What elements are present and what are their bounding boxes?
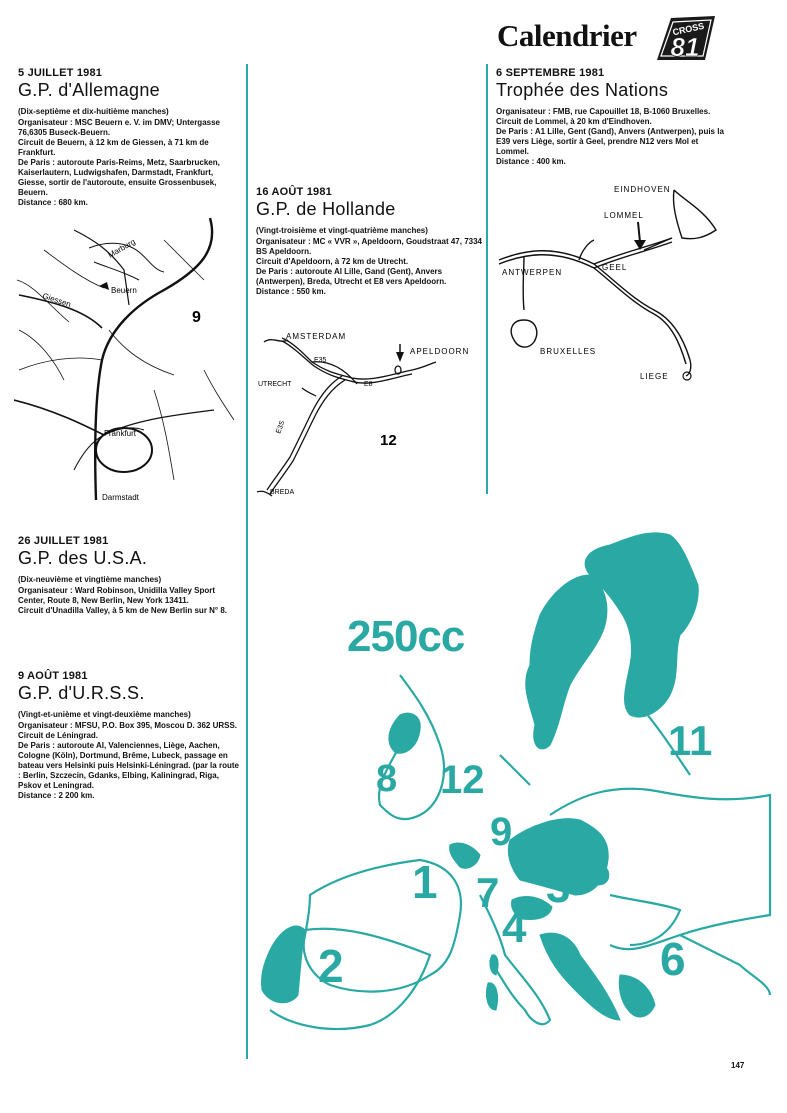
round-number-4: 4 <box>502 903 527 952</box>
round-number-8: 8 <box>376 758 398 800</box>
round-number-6: 6 <box>660 933 686 985</box>
event-subtitle: (Dix-septième et dix-huitième manches) <box>18 107 169 116</box>
event-line: De Paris : autoroute AI, Valenciennes, Liège, Aachen, Cologne (Köln), Dortmund, Brême, Lubeck, passage en bateau vers Helsinki puis Helsinki-Léningrad. (par la route : Berlin, Szczecin, Gdanks, Elbing, Kaliningrad, Riga, Pskov et Leningrad. <box>18 741 239 790</box>
label-e35: E35 <box>314 357 327 364</box>
event-line: Organisateur : Ward Robinson, Unidilla Valley Sport Center, Route 8, New Berlin, New York 13411. <box>18 586 216 605</box>
europe-map <box>250 515 785 1040</box>
event-hollande <box>256 186 482 297</box>
label-utrecht: UTRECHT <box>258 381 292 388</box>
event-line: De Paris : autoroute Paris-Reims, Metz, Saarbrucken, Kaiserlautern, Ludwigshafen, Darmstadt, Frankfurt, Giesse, sortir de l'autoroute, ensuite Grossenbusek, Beuern. <box>18 158 220 197</box>
round-number-3: 3 <box>546 863 571 912</box>
event-line: Circuit d'Unadilla Valley, à 5 km de New Berlin sur N° 8. <box>18 606 228 615</box>
logo-cross-text: CROSS <box>671 20 706 38</box>
label-marburg: Marburg <box>106 237 137 260</box>
event-usa <box>18 535 240 616</box>
event-line: Distance : 680 km. <box>18 198 88 207</box>
round-number-12: 12 <box>440 758 485 802</box>
event-subtitle: (Vingt-troisième et vingt-quatrième manches) <box>256 226 428 235</box>
logo-81-text: 81 <box>670 32 700 62</box>
label-antwerpen: ANTWERPEN <box>502 268 563 277</box>
label-amsterdam: AMSTERDAM <box>286 332 347 341</box>
event-date: 5 JUILLET 1981 <box>18 67 103 79</box>
label-darmstadt: Darmstadt <box>102 493 139 502</box>
event-date: 6 SEPTEMBRE 1981 <box>496 67 605 79</box>
event-line: De Paris : autoroute AI Lille, Gand (Gent), Anvers (Antwerpen), Breda, Utrecht et E8 vers Apeldoorn. <box>256 267 447 286</box>
event-title: G.P. des U.S.A. <box>18 548 148 568</box>
page-title: Calendrier <box>497 18 637 53</box>
event-date: 9 AOÛT 1981 <box>18 670 88 682</box>
round-number-7: 7 <box>476 869 500 916</box>
round-number-5: 5 <box>586 846 611 895</box>
page-header <box>497 14 782 62</box>
map-allemagne <box>14 210 244 510</box>
event-date: 26 JUILLET 1981 <box>18 535 109 547</box>
map-number-12: 12 <box>380 432 397 449</box>
label-eindhoven: EINDHOVEN <box>614 185 671 194</box>
round-number-2: 2 <box>318 940 344 992</box>
event-title: G.P. de Hollande <box>256 199 396 219</box>
label-e8: E8 <box>364 381 373 388</box>
event-title: G.P. d'U.R.S.S. <box>18 683 145 703</box>
map-number-9: 9 <box>192 309 201 326</box>
event-allemagne <box>18 67 240 208</box>
cross-81-logo <box>649 14 719 64</box>
label-bruxelles: BRUXELLES <box>540 347 597 356</box>
event-line: Distance : 400 km. <box>496 157 566 166</box>
event-line: De Paris : A1 Lille, Gent (Gand), Anvers (Antwerpen), puis la E39 vers Liège, sortir à Geel, prendre N12 vers Mol et Lommel. <box>496 127 724 156</box>
round-number-11: 11 <box>668 717 713 764</box>
event-title: G.P. d'Allemagne <box>18 80 160 100</box>
event-line: Organisateur : MC « VVR », Apeldoorn, Goudstraat 47, 7334 BS Apeldoorn. <box>256 237 482 256</box>
event-urss <box>18 670 240 801</box>
event-line: Distance : 550 km. <box>256 287 326 296</box>
page-number: 147 <box>731 1061 745 1070</box>
label-giessen: Giessen <box>41 291 73 309</box>
event-line: Circuit de Léningrad. <box>18 731 99 740</box>
label-frankfurt: Frankfurt <box>104 429 137 438</box>
event-line: Organisateur : MSC Beuern e. V. im DMV; Untergasse 76,6305 Buseck-Beuern. <box>18 118 220 137</box>
event-line: Circuit d'Apeldoorn, à 72 km de Utrecht. <box>256 257 409 266</box>
label-e3s: E3S <box>275 419 287 435</box>
label-liege: LIEGE <box>640 372 669 381</box>
event-line: Organisateur : MFSU, P.O. Box 395, Moscou D. 362 URSS. <box>18 721 238 730</box>
label-apeldoorn: APELDOORN <box>410 347 470 356</box>
label-lommel: LOMMEL <box>604 211 644 220</box>
round-number-9: 9 <box>490 810 513 854</box>
label-beuern: Beuern <box>111 286 137 295</box>
event-title: Trophée des Nations <box>496 80 669 100</box>
column-rule-left <box>246 64 248 1059</box>
round-number-1: 1 <box>412 856 438 908</box>
map-hollande <box>252 322 482 512</box>
map-nations <box>494 180 734 390</box>
label-geel: GEEL <box>602 263 628 272</box>
event-nations <box>496 67 726 167</box>
event-date: 16 AOÛT 1981 <box>256 186 332 198</box>
column-rule-right <box>486 64 488 494</box>
event-line: Circuit de Lommel, à 20 km d'Eindhoven. <box>496 117 652 126</box>
class-label: 250cc <box>347 612 465 661</box>
event-line: Organisateur : FMB, rue Capouillet 18, B-1060 Bruxelles. <box>496 107 711 116</box>
event-line: Distance : 2 200 km. <box>18 791 95 800</box>
event-line: Circuit de Beuern, à 12 km de Giessen, à 71 km de Frankfurt. <box>18 138 209 157</box>
event-subtitle: (Vingt-et-unième et vingt-deuxième manches) <box>18 710 191 719</box>
event-subtitle: (Dix-neuvième et vingtième manches) <box>18 575 162 584</box>
label-breda: BREDA <box>270 489 295 496</box>
